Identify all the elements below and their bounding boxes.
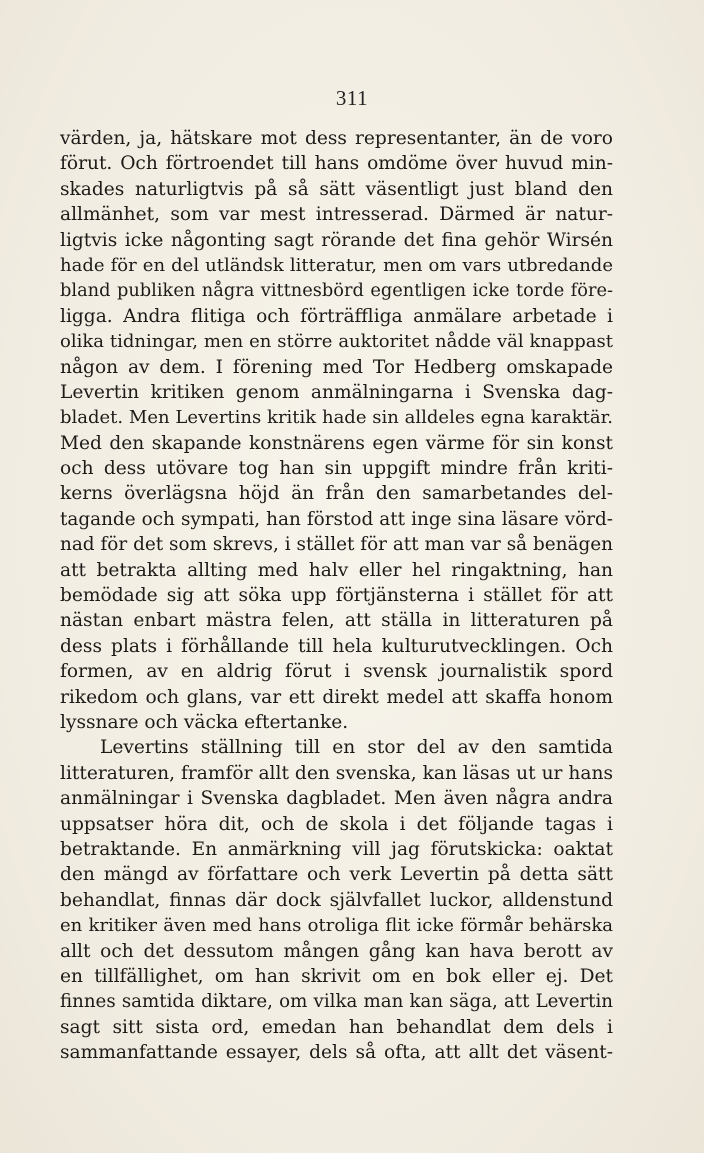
text-line: den mängd av författare och verk Levertin på detta sätt	[60, 864, 613, 886]
text-line: lyssnare och väcka eftertanke.	[60, 711, 349, 733]
text-line: Levertins ställning till en stor del av den samtida	[100, 737, 613, 759]
text-line: sammanfattande essayer, dels så ofta, att allt det väsent-	[60, 1042, 613, 1064]
text-line: värden, ja, hätskare mot dess representanter, än de voro	[60, 128, 613, 149]
text-line: allmänhet, som var mest intresserad. Därmed är natur-	[60, 204, 613, 226]
page-number: 311	[335, 86, 369, 110]
text-line: Med den skapande konstnärens egen värme för sin konst	[60, 432, 613, 454]
text-line: ligga. Andra flitiga och förträffliga anmälare arbetade i	[60, 305, 613, 327]
text-line: olika tidningar, men en större auktoritet nådde väl knappast	[60, 331, 613, 353]
text-line: anmälningar i Svenska dagbladet. Men även några andra	[60, 788, 613, 810]
text-line: ligtvis icke någonting sagt rörande det fina gehör Wirsén	[60, 229, 613, 251]
text-line: uppsatser höra dit, och de skola i det följande tagas i	[60, 813, 613, 835]
text-line: en tillfällighet, om han skrivit om en bok eller ej. Det	[60, 965, 613, 987]
text-line: skades naturligtvis på så sätt väsentligt just bland den	[60, 178, 613, 200]
text-line: tagande och sympati, han förstod att inge sina läsare vörd-	[60, 508, 613, 530]
text-line: rikedom och glans, var ett direkt medel att skaffa honom	[60, 686, 613, 708]
text-line: bland publiken några vittnesbörd egentligen icke torde före-	[60, 280, 613, 302]
text-line: nad för det som skrevs, i stället för att man var så benägen	[60, 534, 613, 556]
text-line: att betrakta allting med halv eller hel ringaktning, han	[60, 559, 613, 581]
text-line: kerns överlägsna höjd än från den samarbetandes del-	[60, 483, 613, 505]
text-line: sagt sitt sista ord, emedan han behandlat dem dels i	[60, 1016, 613, 1038]
text-line: dess plats i förhållande till hela kulturutvecklingen. Och	[60, 635, 613, 657]
text-line: finnes samtida diktare, om vilka man kan säga, att Levertin	[60, 991, 613, 1013]
text-line: allt och det dessutom mången gång kan hava berott av	[60, 940, 613, 962]
text-line: en kritiker även med hans otroliga flit icke förmår behärska	[60, 915, 613, 937]
text-line: hade för en del utländsk litteratur, men om vars utbredande	[60, 254, 613, 276]
text-line: bladet. Men Levertins kritik hade sin alldeles egna karaktär.	[60, 407, 613, 429]
text-line: någon av dem. I förening med Tor Hedberg omskapade	[60, 356, 613, 378]
text-line: formen, av en aldrig förut i svensk journalistik spord	[60, 661, 613, 683]
text-line: behandlat, finnas där dock självfallet luckor, alldenstund	[60, 889, 613, 911]
body-text	[60, 126, 613, 1065]
text-line: betraktande. En anmärkning vill jag förutskicka: oaktat	[60, 838, 613, 860]
text-line: litteraturen, framför allt den svenska, kan läsas ut ur hans	[60, 762, 613, 784]
text-line: och dess utövare tog han sin uppgift mindre från kriti-	[60, 458, 613, 480]
text-line: bemödade sig att söka upp förtjänsterna i stället för att	[60, 585, 613, 607]
text-line: Levertin kritiken genom anmälningarna i Svenska dag-	[60, 381, 613, 403]
text-line: förut. Och förtroendet till hans omdöme över huvud min-	[60, 153, 613, 175]
text-line: nästan enbart mästra felen, att ställa in litteraturen på	[60, 610, 613, 632]
